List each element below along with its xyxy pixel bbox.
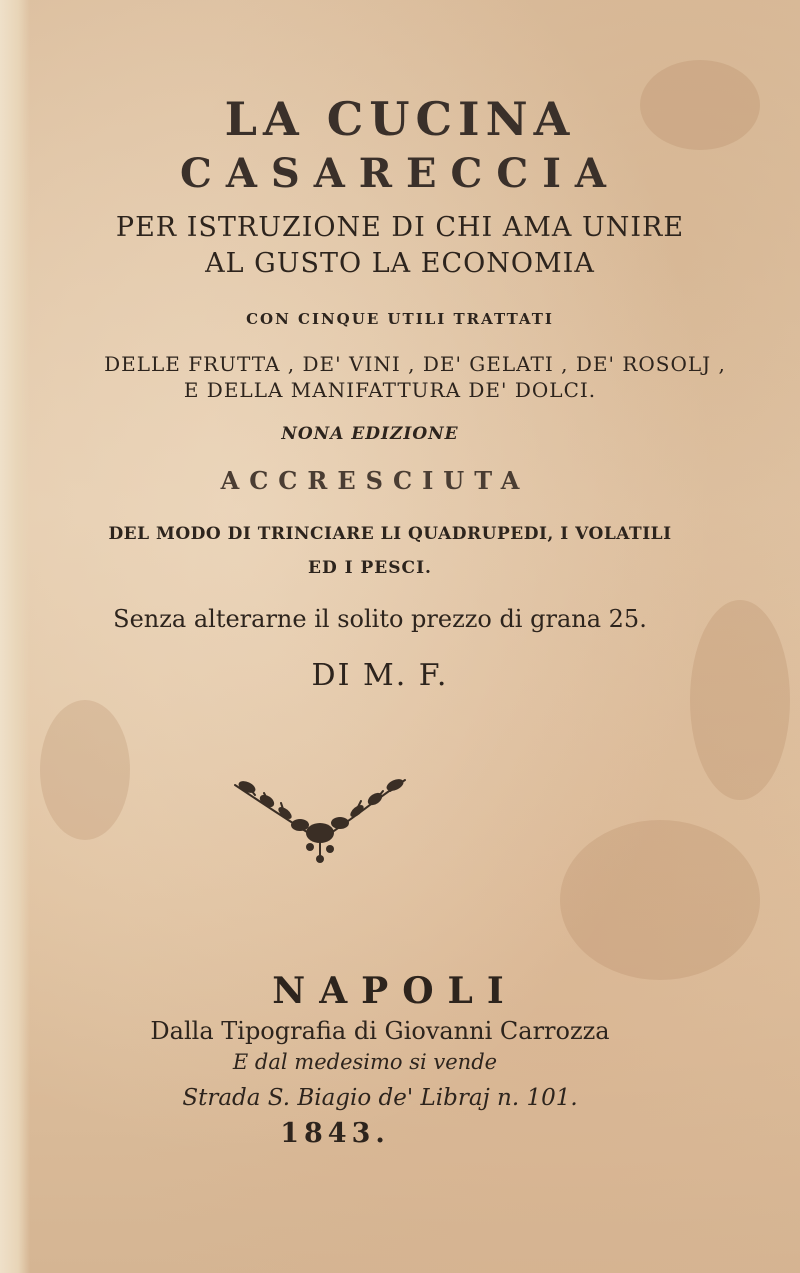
imprint-city: NAPOLI [272,970,518,1012]
price-note: Senza alterarne il solito prezzo di grana 25. [113,605,647,633]
imprint-printer: Dalla Tipografia di Giovanni Carrozza [150,1017,610,1045]
edition-label: NONA EDIZIONE [281,424,459,444]
paper-stain [40,700,130,840]
subtitle-line-1: PER ISTRUZIONE DI CHI AMA UNIRE [115,212,685,243]
author: DI M. F. [311,658,449,693]
edition-line-2: ED I PESCI. [308,558,432,578]
contents-intro: CON CINQUE UTILI TRATTATI [246,310,554,328]
edition-accresciuta: ACCRESCIUTA [220,466,530,495]
contents-line-2: E DELLA MANIFATTURA DE' DOLCI. [183,378,597,402]
imprint-seller: E dal medesimo si vende [232,1050,498,1074]
floral-vignette-icon [225,765,415,865]
title-line-2: CASARECCIA [180,150,620,197]
contents-line-1: DELLE FRUTTA , DE' VINI , DE' GELATI , DE' ROSOLJ , [104,352,726,376]
edition-line-1: DEL MODO DI TRINCIARE LI QUADRUPEDI, I VOLATILI [108,524,672,544]
imprint-year: 1843. [280,1118,390,1149]
title-line-1: LA CUCINA [224,92,576,146]
paper-stain [560,820,760,980]
subtitle-line-2: AL GUSTO LA ECONOMIA [205,248,595,279]
imprint-address: Strada S. Biagio de' Libraj n. 101. [182,1085,578,1111]
